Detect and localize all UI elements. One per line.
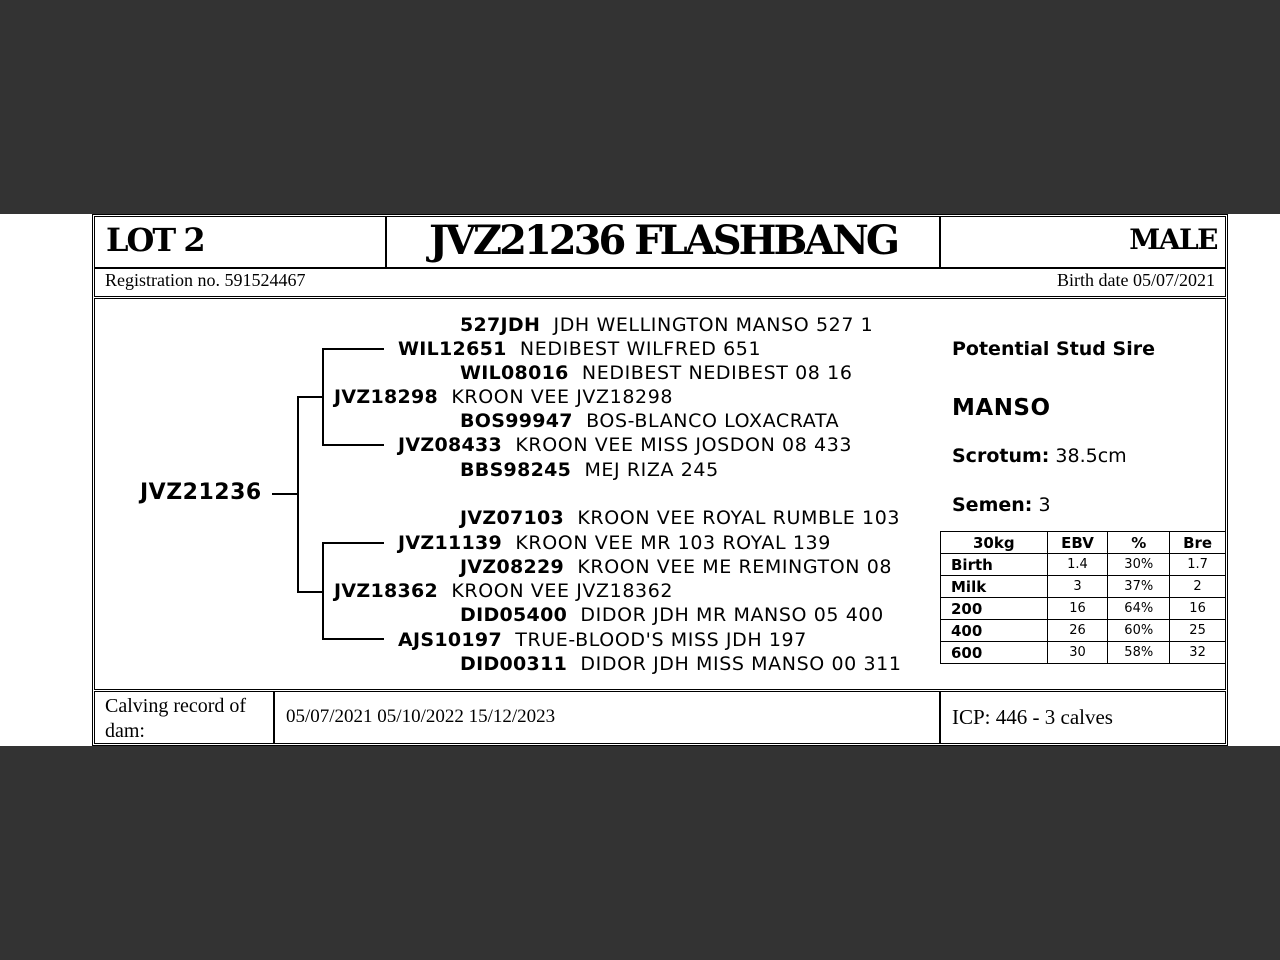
ebv-bre: 1.7 xyxy=(1170,554,1226,576)
ped-code: BBS98245 xyxy=(460,459,572,481)
ped-code: WIL12651 xyxy=(398,338,507,360)
line-sire-sire xyxy=(322,348,384,350)
line-dam-sire xyxy=(322,542,384,544)
line-dam-dam xyxy=(322,638,384,640)
lot-box xyxy=(94,216,386,268)
ped-name: KROON VEE JVZ18362 xyxy=(451,580,674,602)
ped-row xyxy=(398,629,807,651)
ebv-value: 16 xyxy=(1047,598,1108,620)
ped-name: MEJ RIZA 245 xyxy=(584,459,719,481)
ped-row xyxy=(460,653,902,675)
ped-name: NEDIBEST WILFRED 651 xyxy=(519,338,762,360)
ped-code: JVZ07103 xyxy=(460,507,565,529)
ebv-value: 1.4 xyxy=(1047,554,1108,576)
ebv-bre: 25 xyxy=(1170,620,1226,642)
ped-row xyxy=(398,338,761,360)
ebv-row xyxy=(941,576,1226,598)
ebv-value: 30 xyxy=(1047,642,1108,664)
ped-code: JVZ08229 xyxy=(460,556,565,578)
line-sire-stem xyxy=(297,396,323,398)
ped-code: JVZ11139 xyxy=(398,532,503,554)
breed-line: MANSO xyxy=(952,395,1051,421)
registration-box xyxy=(94,268,1226,297)
ebv-pct: 58% xyxy=(1108,642,1170,664)
ped-name: JDH WELLINGTON MANSO 527 1 xyxy=(553,314,874,336)
ebv-row xyxy=(941,642,1226,664)
ebv-header: EBV xyxy=(1047,532,1108,554)
ped-name: KROON VEE MR 103 ROYAL 139 xyxy=(515,532,831,554)
ebv-label: 600 xyxy=(941,642,1048,664)
ped-code: BOS99947 xyxy=(460,410,573,432)
ped-code: JVZ18298 xyxy=(334,386,439,408)
ped-row xyxy=(460,314,873,336)
ped-name: NEDIBEST NEDIBEST 08 16 xyxy=(581,362,853,384)
ped-code: DID05400 xyxy=(460,604,568,626)
ped-row xyxy=(460,410,839,432)
ebv-label: 200 xyxy=(941,598,1048,620)
ped-code: WIL08016 xyxy=(460,362,569,384)
scrotum-value: 38.5cm xyxy=(1055,445,1127,467)
semen-label: Semen: xyxy=(952,494,1033,516)
line-dam-vertical xyxy=(322,542,324,640)
ebv-pct: 64% xyxy=(1108,598,1170,620)
ped-row xyxy=(460,604,884,626)
ebv-pct: 60% xyxy=(1108,620,1170,642)
ped-name: DIDOR JDH MISS MANSO 00 311 xyxy=(580,653,902,675)
calving-label-box xyxy=(94,691,274,744)
sex-box xyxy=(940,216,1226,268)
ped-row xyxy=(460,459,719,481)
ped-name: KROON VEE MISS JOSDON 08 433 xyxy=(515,434,853,456)
ped-name: TRUE-BLOOD'S MISS JDH 197 xyxy=(515,629,807,651)
ped-row xyxy=(460,362,853,384)
ped-code: 527JDH xyxy=(460,314,541,336)
ped-row xyxy=(460,507,900,529)
lot-number: LOT 2 xyxy=(106,221,204,259)
ped-row xyxy=(334,386,673,408)
ped-name: BOS-BLANCO LOXACRATA xyxy=(586,410,840,432)
registration-number: Registration no. 591524467 xyxy=(105,270,306,290)
ped-code: JVZ18362 xyxy=(334,580,439,602)
title-box xyxy=(386,216,940,268)
ebv-header: % xyxy=(1108,532,1170,554)
ped-row xyxy=(334,580,673,602)
animal-title: JVZ21236 FLASHBANG xyxy=(428,217,898,264)
birth-date: Birth date 05/07/2021 xyxy=(1057,270,1215,290)
ped-name: KROON VEE JVZ18298 xyxy=(451,386,674,408)
ped-code: DID00311 xyxy=(460,653,568,675)
semen-value: 3 xyxy=(1038,494,1051,516)
icp-value: ICP: 446 - 3 calves xyxy=(952,705,1113,729)
ebv-table xyxy=(940,531,1226,664)
ebv-header-row xyxy=(941,532,1226,554)
ped-name: KROON VEE ME REMINGTON 08 xyxy=(577,556,893,578)
ebv-bre: 16 xyxy=(1170,598,1226,620)
line-subject-stem xyxy=(272,493,298,495)
scrotum-label: Scrotum: xyxy=(952,445,1050,467)
semen-line xyxy=(952,494,1051,516)
ped-name: KROON VEE ROYAL RUMBLE 103 xyxy=(577,507,901,529)
ebv-row xyxy=(941,620,1226,642)
calving-dates-box xyxy=(274,691,940,744)
ebv-header: Bre xyxy=(1170,532,1226,554)
ebv-row xyxy=(941,598,1226,620)
lot-card xyxy=(0,214,1280,746)
ebv-bre: 2 xyxy=(1170,576,1226,598)
line-dam-stem xyxy=(297,591,323,593)
ebv-pct: 30% xyxy=(1108,554,1170,576)
ped-code: JVZ08433 xyxy=(398,434,503,456)
ped-row xyxy=(398,532,831,554)
ebv-value: 26 xyxy=(1047,620,1108,642)
calving-label: Calving record of dam: xyxy=(105,695,247,742)
ebv-pct: 37% xyxy=(1108,576,1170,598)
ebv-label: Milk xyxy=(941,576,1048,598)
pedigree-subject: JVZ21236 xyxy=(140,480,262,505)
animal-sex: MALE xyxy=(1129,223,1217,256)
scrotum-line xyxy=(952,445,1127,467)
ebv-bre: 32 xyxy=(1170,642,1226,664)
icp-box xyxy=(940,691,1226,744)
ped-row xyxy=(460,556,892,578)
ebv-header: 30kg xyxy=(941,532,1048,554)
ebv-label: 400 xyxy=(941,620,1048,642)
ped-code: AJS10197 xyxy=(398,629,502,651)
ebv-label: Birth xyxy=(941,554,1048,576)
line-sire-dam xyxy=(322,444,384,446)
line-sire-vertical xyxy=(322,348,324,446)
ebv-value: 3 xyxy=(1047,576,1108,598)
potential-label: Potential Stud Sire xyxy=(952,338,1155,360)
calving-dates: 05/07/2021 05/10/2022 15/12/2023 xyxy=(286,706,556,727)
ped-row xyxy=(398,434,852,456)
ped-name: DIDOR JDH MR MANSO 05 400 xyxy=(580,604,884,626)
ebv-row xyxy=(941,554,1226,576)
line-gen1-vertical xyxy=(297,396,299,593)
